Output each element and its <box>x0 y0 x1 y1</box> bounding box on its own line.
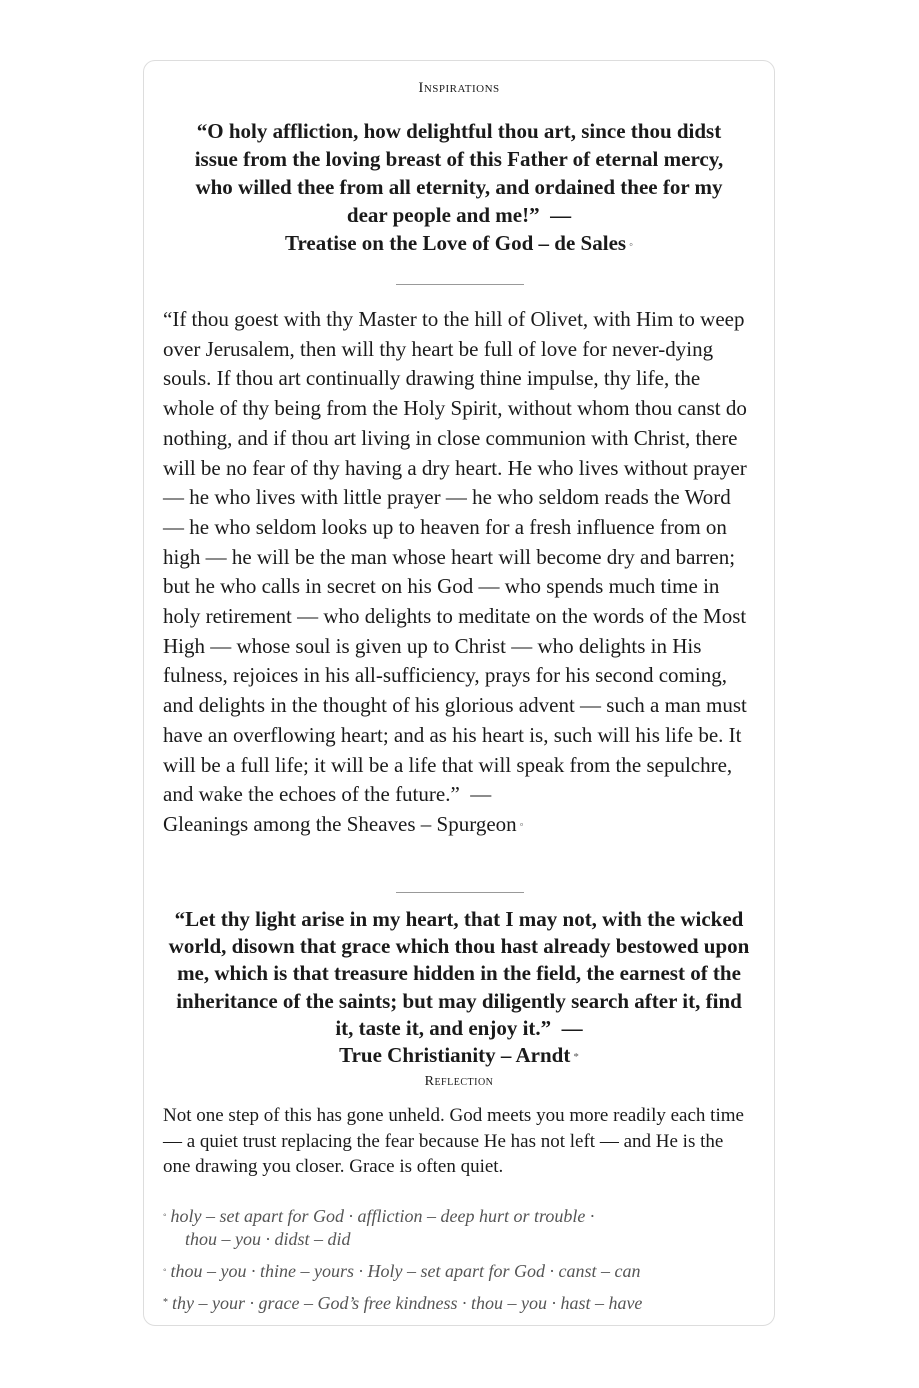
gloss-marker: ◦ <box>163 1210 167 1221</box>
gloss-entry <box>163 1291 758 1315</box>
reflection-text: Not one step of this has gone unheld. God meets you more readily each time — a quiet trust replacing the fear because He has not left — and He is the one drawing you closer. Grace is often quiet. <box>163 1105 744 1177</box>
gloss-entry <box>163 1204 758 1251</box>
gloss-marker: ◦ <box>163 1265 167 1276</box>
gloss-marker: ◦ <box>629 239 633 252</box>
gloss-text: holy – set apart for God · affliction – deep hurt or trouble · <box>170 1206 595 1226</box>
quote-text: “Let thy light arise in my heart, that I may not, with the wicked world, disown that grace which thou hast already bestowed upon me, which is that treasure hidden in the field, the earnest of the inheritance of the saints; but may diligently search after it, find it, taste it, and enjoy it.” <box>168 907 750 1040</box>
gloss-marker: * <box>163 1297 168 1308</box>
divider <box>396 892 524 893</box>
quote-source: Treatise on the Love of God – de Sales <box>285 231 627 255</box>
gloss-text: thou – you · didst – did <box>185 1229 351 1249</box>
quote-block <box>174 117 744 259</box>
quote-block <box>163 305 756 841</box>
quote-dash: — <box>561 1015 583 1040</box>
section-heading: Inspirations <box>418 80 500 96</box>
gloss-entry <box>163 1259 758 1283</box>
quote-source: Gleanings among the Sheaves – Spurgeon <box>163 811 517 836</box>
quote-source: True Christianity – Arndt <box>339 1043 571 1068</box>
quote-dash: — <box>470 782 492 807</box>
inspirations-card <box>143 60 775 1326</box>
reflection-heading: Reflection <box>424 1074 494 1089</box>
gloss-marker: * <box>573 1050 579 1063</box>
divider <box>396 284 524 285</box>
quote-text: “O holy affliction, how delightful thou art, since thou didst issue from the loving breast of this Father of eternal mercy, who willed thee from all eternity, and ordained thee for my dear people and me!” <box>194 119 724 227</box>
gloss-marker: ◦ <box>519 819 524 832</box>
quote-block <box>166 906 752 1071</box>
glossary <box>163 1204 758 1323</box>
quote-text: “If thou goest with thy Master to the hill of Olivet, with Him to weep over Jerusalem, then will thy heart be full of love for never-dying souls. If thou art continually drawing thine impulse, thy life, the whole of thy being from the Holy Spirit, without whom thou canst do nothing, and if thou art living in close communion with Christ, there will be no fear of thy having a dry heart. He who lives without prayer — he who lives with little prayer — he who seldom reads the Word — he who seldom looks up to heaven for a fresh influence from on high — he will be the man whose heart will become dry and barren; but he who calls in secret on his God — who spends much time in holy retirement — who delights to meditate on the words of the Most High — whose soul is given up to Christ — who delights in His fulness, rejoices in his all-sufficiency, prays for his second coming, and delights in the thought of his glorious advent — such a man must have an overflowing heart; and as his heart is, such will his life be. It will be a full life; it will be a life that will speak from the sepulchre, and wake the echoes of the future.” <box>163 307 747 807</box>
gloss-text: thy – your · grace – God’s free kindness · thou – you · hast – have <box>172 1293 643 1313</box>
gloss-text: thou – you · thine – yours · Holy – set apart for God · canst – can <box>170 1261 641 1281</box>
quote-dash: — <box>550 203 572 227</box>
